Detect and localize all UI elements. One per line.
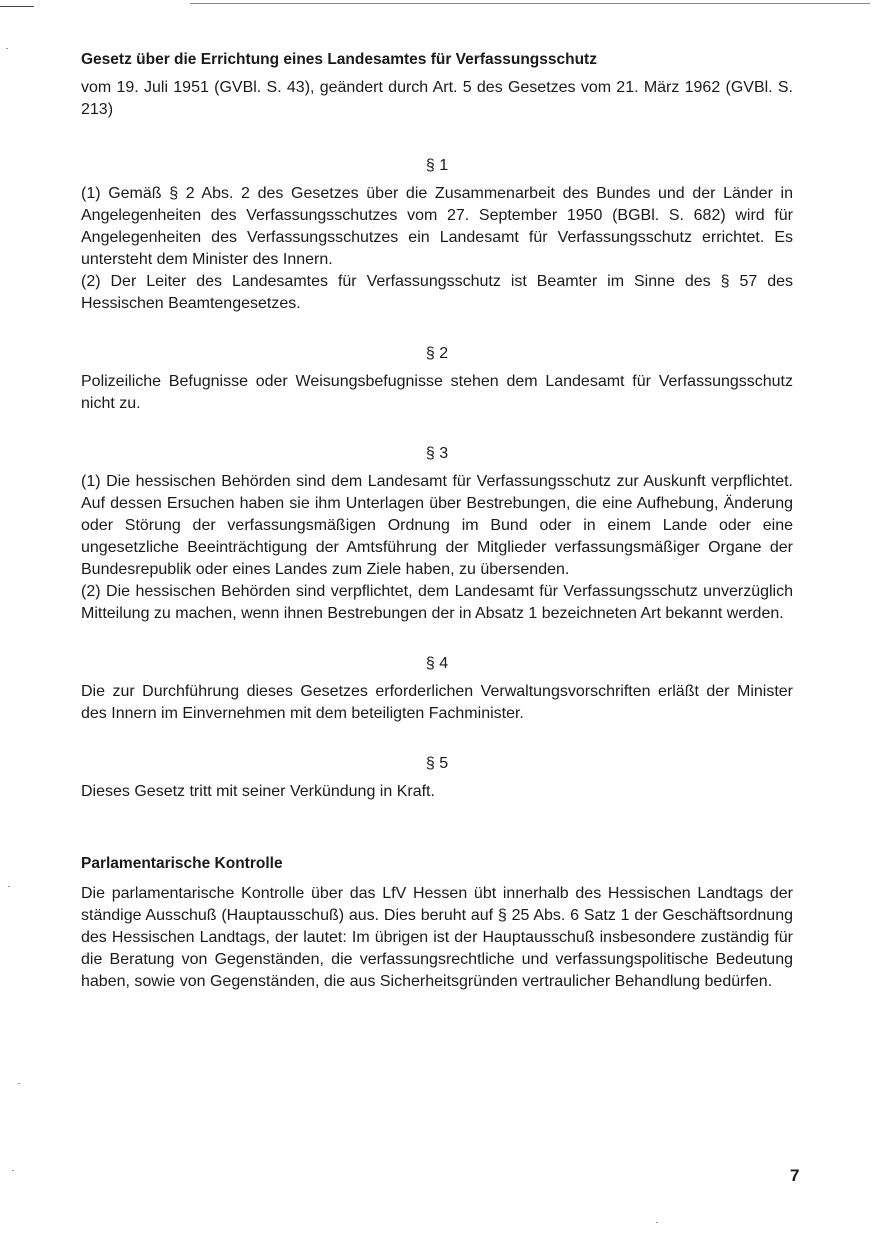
section-2-paragraph-1: Polizeiliche Befugnisse oder Weisungsbefugnisse stehen dem Landesamt für Verfassungsschutz nicht zu. — [81, 373, 793, 412]
parliament-heading: Parlamentarische Kontrolle — [81, 855, 283, 872]
section-4-paragraph-1: Die zur Durchführung dieses Gesetzes erforderlichen Verwaltungsvorschriften erläßt der Minister des Innern im Einvernehmen mit dem beteiligten Fachminister. — [81, 683, 793, 722]
scan-speck — [18, 1083, 20, 1084]
scan-speck — [656, 1222, 658, 1223]
section-3-paragraph-1: (1) Die hessischen Behörden sind dem Landesamt für Verfassungsschutz zur Auskunft verpflichtet. Auf dessen Ersuchen haben sie ihm Unterlagen über Bestrebungen, die eine Aufhebung, Änderung oder Störung der verfassungsmäßigen Ordnung im Bund oder in einem Lande oder eine ungesetzliche Beeinträchtigung der Amtsführung der Mitglieder verfassungsmäßiger Organe der Bundesrepublik oder eines Landes zum Ziele haben, zu übersenden. — [81, 473, 793, 578]
section-3-heading: § 3 — [425, 445, 449, 462]
section-5-heading: § 5 — [425, 755, 449, 772]
section-3-paragraph-2: (2) Die hessischen Behörden sind verpflichtet, dem Landesamt für Verfassungsschutz unverzüglich Mitteilung zu machen, wenn ihnen Bestrebungen der in Absatz 1 bezeichneten Art bekannt werden. — [81, 583, 793, 622]
scan-speck — [8, 886, 10, 887]
section-4-heading: § 4 — [425, 655, 449, 672]
document-body — [81, 49, 793, 993]
top-left-rule — [0, 6, 34, 7]
section-5-paragraph-1: Dieses Gesetz tritt mit seiner Verkündung in Kraft. — [81, 783, 435, 800]
section-1-paragraph-2: (2) Der Leiter des Landesamtes für Verfassungsschutz ist Beamter im Sinne des § 57 des Hessischen Beamtengesetzes. — [81, 273, 793, 312]
top-right-rule — [190, 3, 870, 4]
scan-speck — [12, 1170, 14, 1171]
section-2-heading: § 2 — [425, 345, 449, 362]
parliament-text: Die parlamentarische Kontrolle über das LfV Hessen übt innerhalb des Hessischen Landtags der ständige Ausschuß (Hauptausschuß) aus. Dies beruht auf § 25 Abs. 6 Satz 1 der Geschäftsordnung des Hessischen Landtags, der lautet: Im übrigen ist der Hauptausschuß insbesondere zuständig für die Beratung von Gegenständen, die verfassungsrechtliche und verfassungspolitische Bedeutung haben, sowie von Gegenständen, die aus Sicherheitsgründen vertraulicher Behandlung bedürfen. — [81, 885, 793, 990]
scan-speck — [6, 48, 8, 49]
section-1-heading: § 1 — [425, 157, 449, 174]
page-number: 7 — [790, 1166, 800, 1185]
document-subtitle: vom 19. Juli 1951 (GVBl. S. 43), geändert durch Art. 5 des Gesetzes vom 21. März 1962 (GVBl. S. 213) — [81, 79, 793, 118]
section-1-paragraph-1: (1) Gemäß § 2 Abs. 2 des Gesetzes über die Zusammenarbeit des Bundes und der Länder in Angelegenheiten des Verfassungsschutzes vom 27. September 1950 (BGBl. S. 682) wird für Angelegenheiten des Verfassungsschutzes ein Landesamt für Verfassungsschutz errichtet. Es untersteht dem Minister des Innern. — [81, 185, 793, 268]
document-title: Gesetz über die Errichtung eines Landesamtes für Verfassungsschutz — [81, 51, 597, 68]
